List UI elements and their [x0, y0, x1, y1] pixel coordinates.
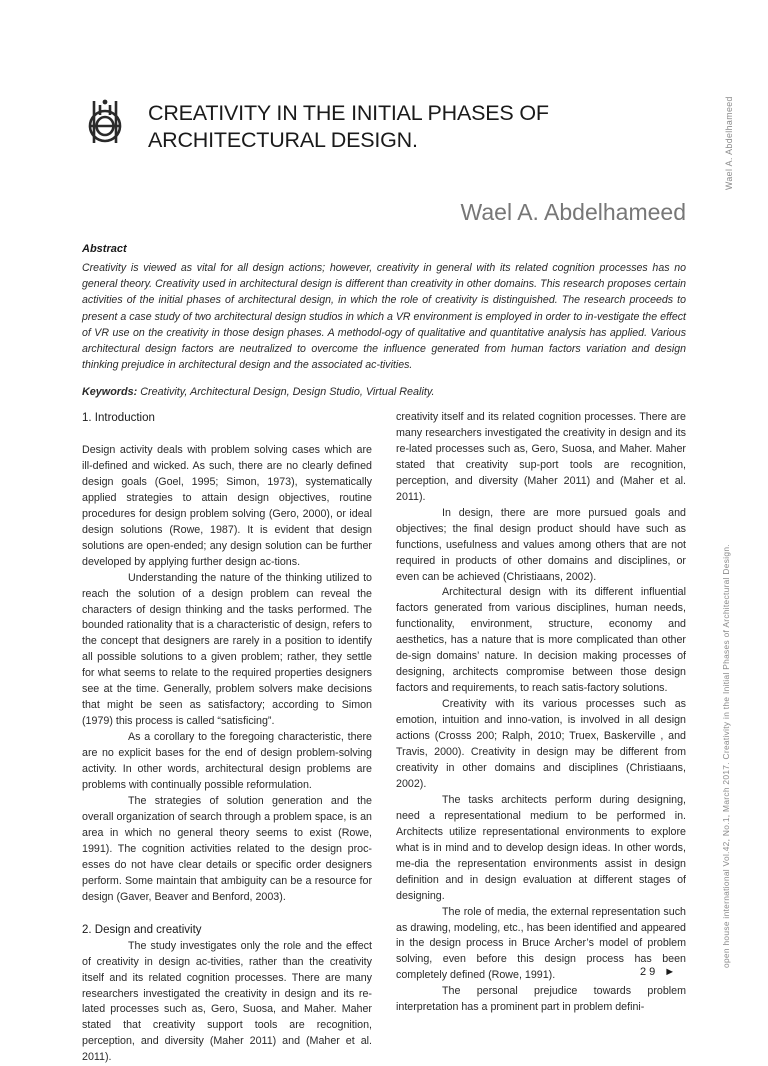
abstract-text: Creativity is viewed as vital for all design actions; however, creativity in general with its related cognition processes has no general theory. Creativity used in architectural design is different than creativity in other domains. This research proposes certain activities of the initial phases of architectural design, in which the role of creativity is distinguished. The research proceeds to present a case study of two architectural design studios in which a VR environment is employed in order to in-vestigate the effect of VR use on the creativity in those design phases. A methodol-ogy of qualitative and quantitative analysis has applied. Various architectural design factors are neutralized to overcome the influence generated from human factors variation and design thinking prejudice in architectural design and the associated ac-tivities. [82, 262, 686, 372]
paragraph: Architectural design with its different influential factors generated from various disciplines, human needs, functionality, environment, structure, economy and aesthetics, has a nature that is more complicated than other de-sign domains’ nature. In decision making processes of designing, architects compromise between those design factors and requirements, to reach satis-factory solutions. [396, 586, 686, 695]
paragraph: Understanding the nature of the thinking utilized to reach the solution of a design problem can reveal the characters of design thinking and the tasks performed. The bounded rationality that is a characteristic of design, refers to the concept that designers are rarely in a position to identify all possible solutions to a given problem; rather, they settle for what seems to relate to the required properties designers see at the time. Generally, problem solvers make decisions that might be seen as satisfactory; according to Simon (1979) this process is called “satisficing”. [82, 571, 372, 728]
paragraph: The study investigates only the role and the effect of creativity in design ac-tivities, rather than the creativity itself and its related cognition processes. There are many researchers investigated the creativity in design and its re-lated processes such as, Gero, Suosa, and Maher. Maher stated that creativity support tools are recognition, perception, and diversity (Maher 2011) and (Maher et al. 2011). [82, 939, 372, 1064]
paper-title [148, 100, 568, 154]
title-line-2: ARCHITECTURAL DESIGN. [148, 128, 418, 152]
keywords-label: Keywords: [82, 386, 138, 398]
keywords-text: Creativity, Architectural Design, Design Studio, Virtual Reality. [137, 386, 435, 398]
paragraph: The role of media, the external representation such as drawing, modeling, etc., has been identified and appeared in the design process in Bruce Archer’s model of problem solving, even before this design process has been completely defined (Rowe, 1991). [396, 905, 686, 982]
left-column [82, 410, 372, 1064]
paragraph: Design activity deals with problem solving cases which are ill-defined and wicked. As such, there are no clearly defined design goals (Goel, 1995; Simon, 1973), systematically applied strategies to attain design objectives, routine procedures for design problem solving (Gero, 2000), or ideal design solutions (Rowe, 1987). It is evident that design solutions are open-ended; any design solution can be further developed by applying further design ac-tions. [82, 444, 372, 568]
paragraph: In design, there are more pursued goals and objectives; the final design product should have such as functions, usefulness and values among others that are not required in products of other domains and disciplines, or even can be achieved (Christiaans, 2002). [396, 506, 686, 583]
section-heading-introduction: 1. Introduction [82, 412, 155, 424]
paragraph: The personal prejudice towards problem interpretation has a prominent part in problem defini- [396, 985, 686, 1014]
author-name: Wael A. Abdelhameed [460, 199, 686, 225]
paragraph: Creativity with its various processes such as emotion, intuition and inno-vation, is involved in all design actions (Crosss 200; Ralph, 2010; Truex, Baskerville , and Travis, 2000). Creativity in design may be different from creativity in other domains and disciplines (Christiaans, 2002). [396, 698, 686, 790]
title-line-1: CREATIVITY IN THE INITIAL PHASES OF [148, 101, 549, 125]
side-journal-vertical [708, 450, 731, 970]
paragraph: The tasks architects perform during designing, need a representational medium to be performed in. Architects utilize representational environments to explore what is in mind and to develop design ideas. In other words, me-dia the representation environments assist in design definition and in design evaluation at different stages of designing. [396, 793, 686, 902]
paragraph: As a corollary to the foregoing characteristic, there are no explicit bases for the end of design problem-solving activity. In other words, architectural design problems are problems with continually possible reformulation. [82, 731, 372, 792]
paragraph-continued: creativity itself and its related cognition processes. There are many researchers investigated the creativity in design and its re-lated processes such as, Gero, Suosa, and Maher. Maher stated that creativity sup-port tools are recognition, perception, and diversity (Maher 2011) and (Maher et al. 2011). [396, 411, 686, 503]
side-author-vertical [712, 70, 734, 190]
keywords-line [82, 386, 686, 398]
paragraph: The strategies of solution generation and the overall organization of search through a problem space, is an area in which no general theory seems to exist (Rowe, 1991). The cognition activities related to the design proc-esses do not have clear details or specific order designers perform. Some maintain that ambiguity can be a resource for design (Gaver, Beaver and Benford, 2003). [82, 794, 372, 903]
side-author-text: Wael A. Abdelhameed [724, 96, 734, 190]
section-heading-design-creativity: 2. Design and creativity [82, 923, 202, 936]
page-number: 29 ► [640, 966, 679, 978]
right-column [396, 410, 686, 1016]
side-journal-text: open house international Vol.42, No.1, March 2017. Creativity in the Initial Phases of Architectural Design. [721, 544, 731, 968]
journal-logo-icon [84, 97, 126, 147]
abstract-heading: Abstract [82, 243, 127, 255]
